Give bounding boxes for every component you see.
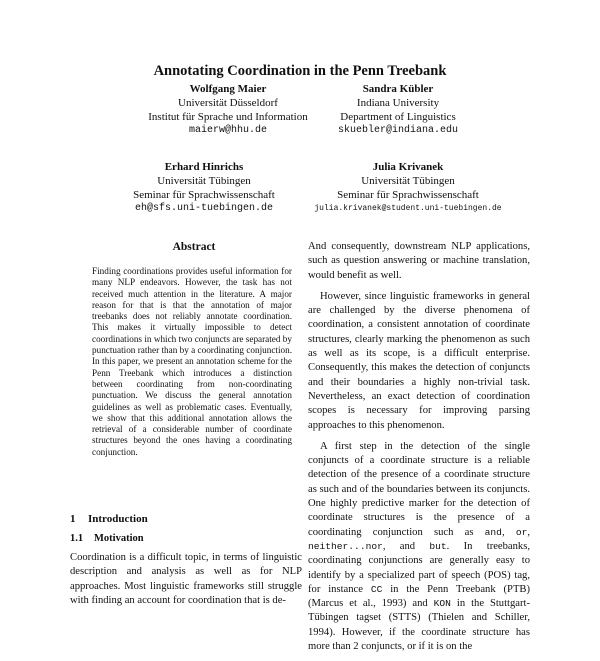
author-department: Seminar für Sprachwissenschaft [133, 189, 275, 201]
author-email: maierw@hhu.de [188, 125, 267, 136]
author-affiliation: Universität Tübingen [361, 175, 455, 187]
text-run: . In treebanks, coordinating conjunctions are generally easy to identify by a specialized part of speech (POS) tag, for instance [308, 540, 530, 595]
text-run: , and [382, 540, 430, 552]
author-affiliation: Indiana University [356, 97, 440, 109]
text-run: in the Penn Treebank (PTB) (Marcus et al., 1993) and [308, 583, 531, 610]
paragraph: And consequently, downstream NLP applications, such as question answering or machine translation, would benefit as well. [308, 241, 530, 281]
author-department: Seminar für Sprachwissenschaft [337, 189, 479, 201]
author-department: Institut für Sprache und Information [148, 111, 308, 123]
paper-title: Annotating Coordination in the Penn Treebank [153, 63, 447, 79]
paragraph: However, since linguistic frameworks in general are challenged by the diverse phenomena of coordination, a consistent annotation of coordinate structures, clearly marking the phenomenon as such as well as its scope, is a difficult enterprise. Consequently, this makes the detection of conjuncts and their boundaries a highly non-trivial task. Nevertheless, an exact detection of coordination scopes is necessary for improving parsing approaches to this phenomenon. [308, 290, 530, 431]
body-text-left: Coordination is a difficult topic, in terms of linguistic description and analysis as well as for NLP approaches. Most linguistic frameworks still struggle with finding an account for coordination that is de- [70, 552, 302, 606]
author-email: skuebler@indiana.edu [337, 125, 459, 136]
author-affiliation: Universität Tübingen [157, 175, 251, 187]
section-number: 1 [70, 513, 76, 525]
author-name: Julia Krivanek [372, 161, 444, 173]
author-block-kuebler [278, 82, 518, 138]
text-run: , [527, 526, 530, 538]
text-run: A first step in the detection of the single conjuncts of a coordinate structure is a reliable detection of the presence of a coordinate structure as such and of the boundaries between its conjuncts. One highly predictive marker for the detection of coordinate structures is the presence of a coordinating conjunction such as [308, 440, 530, 538]
abstract-text: Finding coordinations provides useful information for many NLP endeavors. However, the task has not received much attention in the literature. A major reason for that is that the annotation of major treebanks does not reliably annotate coordination. This makes it virtually impossible to detect coordinations in which two conjuncts are separated by punctuation rather than by a coordinating conjunction. In this paper, we present an annotation scheme for the Penn Treebank which introduces a distinction between coordinating from non-coordinating punctuation. We discuss the general annotation guidelines as well as problematic cases. Eventually, we show that this additional annotation allows the retrieval of a considerable number of coordinate structures beyond the ones having a coordinating conjunction. [92, 266, 292, 457]
author-affiliation: Universität Düsseldorf [178, 97, 278, 109]
code-term: neither...nor [308, 540, 383, 552]
author-block-krivanek [288, 160, 528, 216]
text-run: , [501, 526, 516, 538]
subsection-title: Motivation [94, 533, 144, 544]
body-text-right [308, 240, 530, 661]
code-term: KON [433, 598, 451, 610]
paragraph [308, 440, 530, 654]
author-department: Department of Linguistics [340, 111, 456, 123]
code-term: CC [370, 583, 383, 595]
code-term: or [515, 526, 528, 538]
text-run: in the Stuttgart-Tübingen tagset (STTS) (Thielen and Schiller, 1994). However, if the coordinate structure has more than 2 conjuncts, or if it is on the [308, 598, 530, 653]
subsection-number: 1.1 [70, 533, 84, 544]
section-heading [70, 513, 148, 525]
abstract-heading: Abstract [172, 241, 216, 253]
author-name: Erhard Hinrichs [164, 161, 244, 173]
author-name: Sandra Kübler [362, 83, 434, 95]
author-name: Wolfgang Maier [189, 83, 267, 95]
section-title: Introduction [88, 513, 148, 525]
code-term: and [484, 526, 502, 538]
subsection-heading [70, 533, 144, 544]
author-email: eh@sfs.uni-tuebingen.de [134, 203, 274, 214]
code-term: but [429, 540, 447, 552]
author-email: julia.krivanek@student.uni-tuebingen.de [314, 204, 502, 213]
